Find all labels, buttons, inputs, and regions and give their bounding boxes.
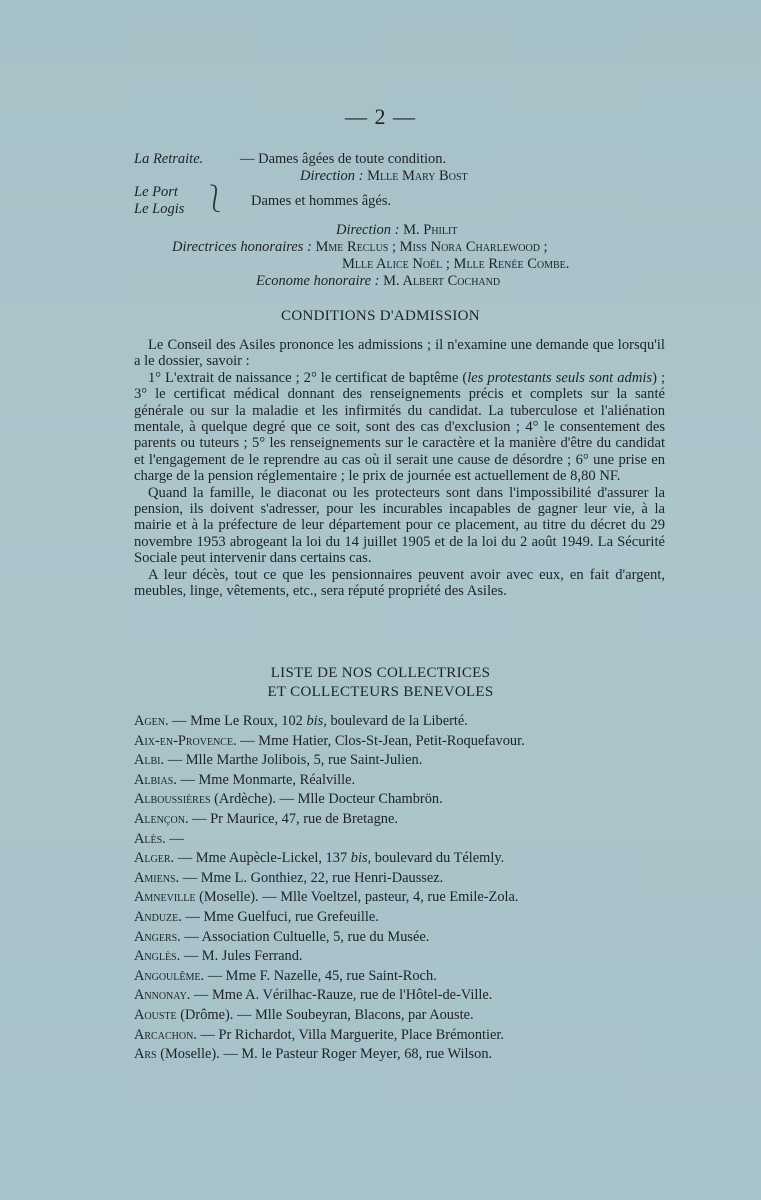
conditions-paragraph-2-italic: les protestants seuls sont admis: [467, 369, 653, 386]
list-item: [134, 928, 674, 948]
directrices-value-2: Mlle Alice Noël ; Mlle Renée Combe.: [342, 256, 570, 272]
econome-label: Econome honoraire :: [256, 273, 380, 289]
list-item-text: boulevard du Télemly.: [371, 850, 505, 867]
conditions-text: [134, 337, 665, 600]
list-item-text: — Mme Le Roux, 102: [168, 713, 307, 729]
list-item-text: (Moselle). — M. le Pasteur Roger Meyer, 68, rue Wilson.: [156, 1046, 493, 1063]
list-item: [134, 947, 674, 967]
list-item-place: Alboussières: [134, 791, 211, 808]
list-item-place: Anduze.: [134, 908, 182, 925]
list-item-text: — Mme Hatier, Clos-St-Jean, Petit-Roquefavour.: [236, 732, 525, 749]
econome-value: M. Albert Cochand: [383, 273, 501, 289]
retraite-name: La Retraite.: [134, 151, 204, 167]
page-number: — 2 —: [345, 104, 416, 129]
list-item-text: — Pr Richardot, Villa Marguerite, Place Brémontier.: [196, 1026, 505, 1043]
list-item-place: Alger.: [134, 850, 175, 867]
port-logis-desc: Dames et hommes âgés.: [251, 193, 392, 209]
list-item-text: — Mme Aupècle-Lickel, 137: [174, 850, 351, 867]
list-item-place: Arcachon.: [134, 1026, 197, 1043]
list-item-text: — Mme Guelfuci, rue Grefeuille.: [181, 908, 379, 925]
list-item-place: Aouste: [134, 1006, 177, 1023]
retraite-direction-value: Mlle Mary Bost: [367, 168, 468, 184]
list-item: [134, 732, 674, 752]
list-item: [134, 869, 674, 889]
list-item-text: bis,: [306, 713, 327, 729]
list-item-text: — Association Cultuelle, 5, rue du Musée.: [180, 928, 430, 945]
list-item: [134, 790, 674, 810]
list-item: [134, 712, 674, 732]
list-item: [134, 1045, 674, 1065]
list-item-text: — Mme Monmarte, Réalville.: [176, 771, 356, 788]
list-item-place: Agen.: [134, 713, 169, 729]
list-item-text: — M. Jules Ferrand.: [180, 948, 303, 965]
list-item: [134, 751, 674, 771]
list-item: [134, 810, 674, 830]
collectors-title-1: LISTE DE NOS COLLECTRICES: [270, 665, 491, 681]
list-item-place: Aix-en-Provence.: [134, 732, 237, 749]
direction-value: M. Philit: [403, 222, 458, 238]
list-item: [134, 849, 674, 869]
list-item: [134, 771, 674, 791]
list-item-place: Amneville: [134, 889, 196, 906]
conditions-paragraph-2: [134, 370, 665, 485]
list-item: [134, 1026, 674, 1046]
list-item: [134, 888, 674, 908]
list-item: [134, 986, 674, 1006]
list-item: [134, 1006, 674, 1026]
list-item-place: Amiens.: [134, 869, 180, 886]
logis-name: Le Logis: [134, 201, 185, 217]
conditions-paragraph-4: A leur décès, tout ce que les pensionnaires peuvent avoir avec eux, en fait d'argent, meubles, linge, vêtements, etc., sera réputé propriété des Asiles.: [134, 566, 665, 600]
list-item-text: boulevard de la Liberté.: [326, 713, 468, 729]
list-item-place: Alès.: [134, 830, 166, 847]
list-item-place: Annonay.: [134, 987, 191, 1004]
list-item: [134, 967, 674, 987]
list-item-text: — Mme L. Gonthiez, 22, rue Henri-Daussez.: [179, 869, 444, 886]
list-item-place: Anglès.: [134, 948, 181, 965]
econome-line: [256, 273, 500, 290]
list-item-place: Ars: [134, 1046, 157, 1063]
retraite-desc: — Dames âgées de toute condition.: [240, 151, 447, 167]
conditions-paragraph-3: Quand la famille, le diaconat ou les protecteurs sont dans l'impossibilité d'assurer la pension, ils doivent s'adresser, pour les incurables incapables de gagner leur vie, à la mairie et à la préfecture de leur département pour ce placement, au titre du décret du 29 novembre 1953 abrogeant la loi du 14 juillet 1905 et de la loi du 2 août 1949. La Sécurité Sociale peut intervenir dans certains cas.: [134, 484, 665, 567]
list-item-text: — Mme A. Vérilhac-Rauze, rue de l'Hôtel-de-Ville.: [190, 987, 493, 1004]
conditions-title: CONDITIONS D'ADMISSION: [281, 308, 480, 324]
retraite-direction-label: Direction :: [300, 168, 364, 184]
list-item-place: Angoulême.: [134, 967, 205, 984]
list-item-text: (Ardèche). — Mlle Docteur Chambrön.: [210, 791, 443, 808]
list-item-text: — Mme F. Nazelle, 45, rue Saint-Roch.: [204, 967, 437, 984]
direction-line: [336, 222, 457, 239]
list-item-text: (Drôme). — Mlle Soubeyran, Blacons, par Aouste.: [176, 1006, 474, 1023]
collectors-list: [134, 712, 674, 1065]
list-item-place: Albias.: [134, 771, 177, 788]
list-item-place: Alençon.: [134, 810, 189, 827]
list-item: [134, 908, 674, 928]
list-item: [134, 830, 674, 850]
retraite-direction: [300, 168, 468, 185]
collectors-title-2: ET COLLECTEURS BENEVOLES: [267, 684, 494, 700]
direction-label: Direction :: [336, 222, 400, 238]
list-item-text: — Mlle Marthe Jolibois, 5, rue Saint-Julien.: [164, 752, 423, 769]
conditions-paragraph-2-a: 1° L'extrait de naissance ; 2° le certificat de baptême (: [148, 369, 468, 386]
conditions-paragraph-2-b: ) ; 3° le certificat médical donnant des renseignements précis et complets sur la santé générale ou sur la maladie et les infirmités du candidat. La tuberculose et l'aliénation mentale, à quelque degré que ce soit, sont des cas d'exclusion ; 4° le consentement des parents ou tuteurs ; 5° les renseignements sur le caractère et la manière d'être du candidat et l'engagement de le reprendre au cas où il serait une cause de désordre ; 6° une prise en charge de la pension réglementaire ; le prix de journée est actuellement de 8,80 NF.: [134, 369, 665, 485]
directrices-line-1: [172, 239, 548, 256]
list-item-text: — Pr Maurice, 47, rue de Bretagne.: [188, 810, 398, 827]
list-item-place: Albi.: [134, 752, 165, 769]
conditions-paragraph-1: Le Conseil des Asiles prononce les admissions ; il n'examine une demande que lorsqu'il a le dossier, savoir :: [134, 337, 665, 370]
brace-glyph: ⎱: [203, 185, 227, 215]
list-item-place: Angers.: [134, 928, 181, 945]
directrices-value-1: Mme Reclus ; Miss Nora Charlewood ;: [315, 239, 548, 255]
port-name: Le Port: [134, 184, 178, 200]
list-item-text: —: [165, 830, 184, 847]
list-item-text: (Moselle). — Mlle Voeltzel, pasteur, 4, rue Emile-Zola.: [195, 889, 519, 906]
list-item-text: bis,: [350, 850, 372, 867]
directrices-label: Directrices honoraires :: [172, 239, 312, 255]
